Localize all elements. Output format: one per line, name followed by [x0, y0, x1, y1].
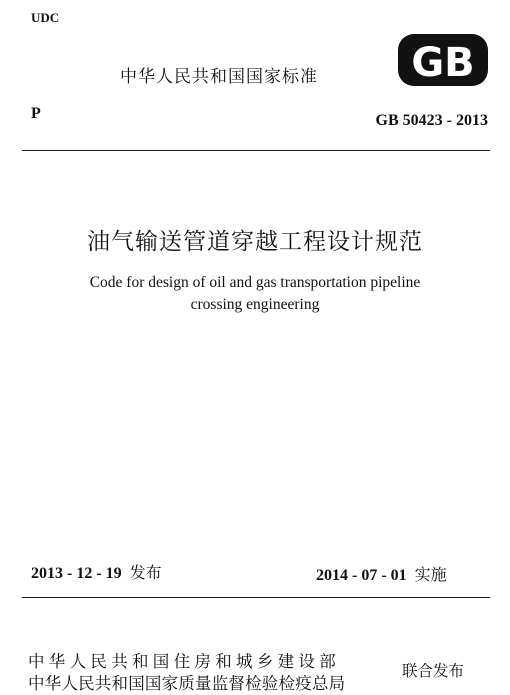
divider-bottom	[22, 597, 490, 598]
divider-top	[22, 150, 490, 151]
issue-date-block	[31, 560, 162, 583]
category-code: P	[31, 105, 41, 122]
gb-logo	[396, 32, 490, 88]
issue-date: 2013 - 12 - 19	[31, 565, 122, 582]
joint-issue-label: 联合发布	[402, 662, 465, 680]
issuer-ministry: 中华人民共和国住房和城乡建设部	[28, 652, 340, 671]
issue-label: 发布	[129, 563, 162, 582]
standard-number: GB 50423 - 2013	[375, 112, 488, 129]
title-english-line2: crossing engineering	[190, 296, 320, 313]
title-english-line1: Code for design of oil and gas transportation pipeline	[89, 274, 421, 291]
title-chinese: 油气输送管道穿越工程设计规范	[87, 229, 423, 255]
udc-label: UDC	[31, 10, 60, 25]
issuer-aqsiq: 中华人民共和国国家质量监督检验检疫总局	[28, 674, 346, 693]
implement-date: 2014 - 07 - 01	[316, 567, 407, 584]
implement-date-block	[316, 562, 447, 585]
standard-kind: 中华人民共和国国家标准	[120, 67, 318, 87]
implement-label: 实施	[414, 565, 447, 584]
gb-logo-text: GB	[411, 40, 475, 86]
